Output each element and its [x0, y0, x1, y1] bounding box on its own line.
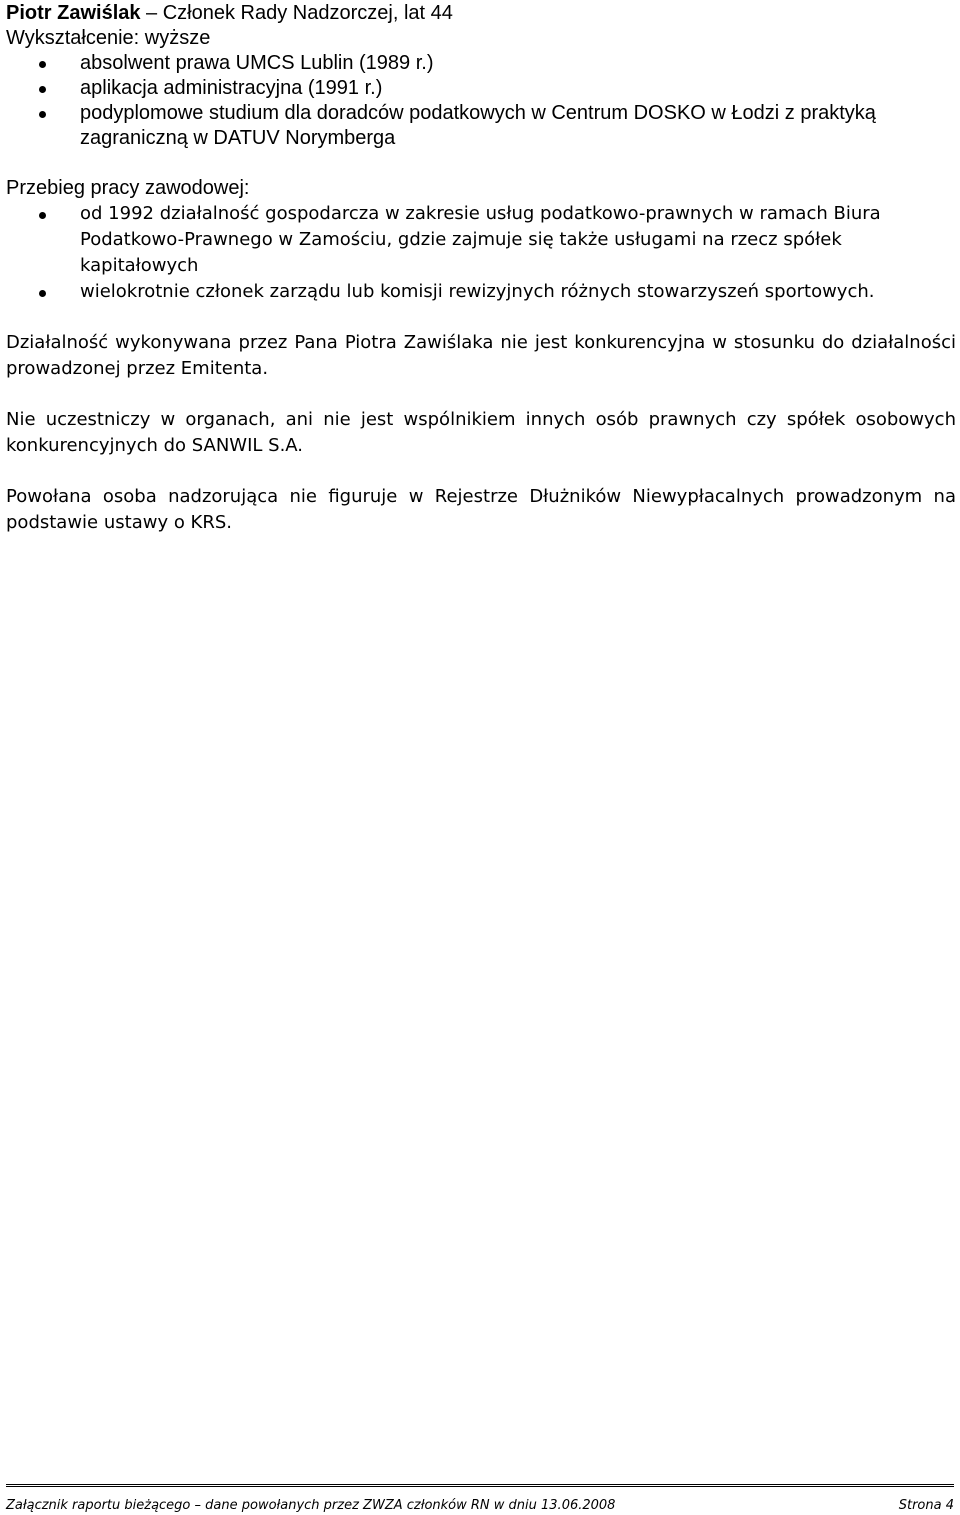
career-title: Przebieg pracy zawodowej:: [6, 177, 250, 199]
footer-divider: [6, 1484, 954, 1485]
page-number: Strona 4: [898, 1498, 954, 1513]
person-role: – Członek Rady Nadzorczej, lat 44: [140, 2, 453, 24]
education-item: podyplomowe studium dla doradców podatkowych w Centrum DOSKO w Łodzi z praktyką zagraniczną w DATUV Norymberga: [6, 101, 956, 151]
participation-paragraph: Nie uczestniczy w organach, ani nie jest wspólnikiem innych osób prawnych czy spółek osobowych konkurencyjnych do SANWIL S.A.: [6, 409, 956, 456]
debtors-register-paragraph: Powołana osoba nadzorująca nie figuruje w Rejestrze Dłużników Niewypłacalnych prowadzonym na podstawie ustawy o KRS.: [6, 486, 956, 533]
education-item: aplikacja administracyjna (1991 r.): [6, 76, 956, 101]
career-item: od 1992 działalność gospodarcza w zakresie usług podatkowo-prawnych w ramach Biura Podatkowo-Prawnego w Zamościu, gdzie zajmuje się także usługami na rzecz spółek kapitałowych: [6, 201, 956, 279]
page-footer: [6, 1486, 954, 1514]
person-heading: [6, 1, 956, 26]
education-label: Wykształcenie: wyższe: [6, 27, 211, 49]
education-item: absolwent prawa UMCS Lublin (1989 r.): [6, 51, 956, 76]
person-name: Piotr Zawiślak: [6, 2, 141, 24]
competition-paragraph: Działalność wykonywana przez Pana Piotra Zawiślaka nie jest konkurencyjna w stosunku do działalności prowadzonej przez Emitenta.: [6, 332, 956, 379]
footer-caption: Załącznik raportu bieżącego – dane powołanych przez ZWZA członków RN w dniu 13.06.2008: [6, 1498, 616, 1513]
document-page: [6, 0, 956, 536]
education-list: [6, 51, 956, 151]
career-list: [6, 201, 956, 305]
career-item: wielokrotnie członek zarządu lub komisji rewizyjnych różnych stowarzyszeń sportowych.: [6, 279, 956, 305]
